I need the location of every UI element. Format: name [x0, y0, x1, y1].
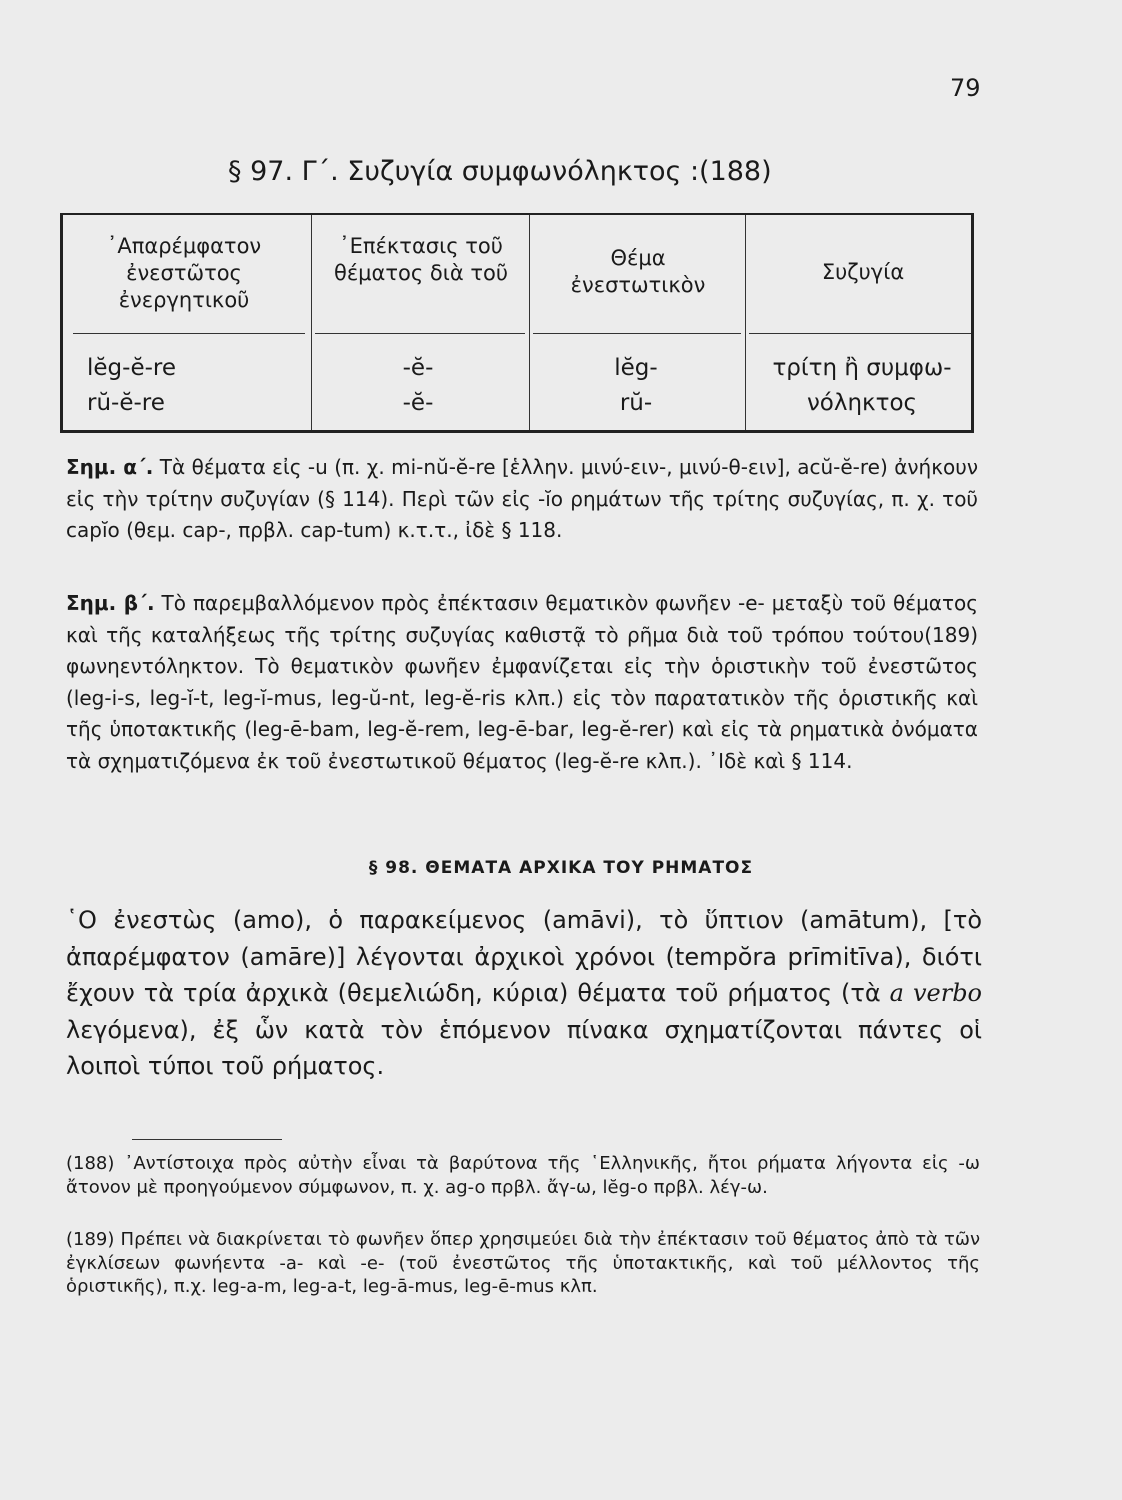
- row2-extension: -ĕ-: [402, 390, 434, 416]
- row1-infinitive: lĕg-ĕ-re: [87, 355, 176, 381]
- note-b-label: Σημ. β΄.: [66, 591, 155, 615]
- footnote-189-ref: (189): [66, 1229, 115, 1250]
- note-a-label: Σημ. α΄.: [66, 455, 154, 479]
- footnote-188: [66, 1152, 980, 1199]
- conjugation-line-1: τρίτη ἢ συμφω-: [772, 355, 952, 381]
- header-extension: ᾿Επέκτασις τοῦ θέματος διὰ τοῦ: [333, 234, 508, 285]
- footnote-ref-188: (188): [699, 156, 772, 187]
- section-97-heading: [228, 156, 772, 187]
- note-a-text: Τὰ θέματα εἰς -u (π. χ. mi-nŭ-ĕ-re [ἑλλην. μινύ-ειν-, μινύ-θ-ειν], acŭ-ĕ-re) ἀνήκουν εἰς τὴν τρίτην συζυγίαν (§ 114). Περὶ τῶν εἰς -ĭo ρημάτων τῆς τρίτης συζυγίας, π. χ. τοῦ capĭo (θεμ. cap-, πρβλ. cap-tum) κ.τ.τ., ἰδὲ § 118.: [66, 455, 978, 542]
- section-98-heading: § 98. ΘΕΜΑΤΑ ΑΡΧΙΚΑ ΤΟΥ ΡΗΜΑΤΟΣ: [368, 858, 754, 878]
- header-infinitive: ᾿Απαρέμφατον ἐνεστῶτος ἐνεργητικοῦ: [106, 234, 262, 312]
- section-98-italic: a verbo: [889, 979, 983, 1007]
- note-b-text-2: φωνηεντόληκτον. Τὸ θεματικὸν φωνῆεν ἐμφανίζεται εἰς τὴν ὁριστικὴν τοῦ ἐνεστῶτος (leg-i-s, leg-ĭ-t, leg-ĭ-mus, leg-ŭ-nt, leg-ĕ-ris κλπ.) εἰς τὸν παρατατικὸν τῆς ὁριστικῆς καὶ τῆς ὑποτακτικῆς (leg-ē-bam, leg-ĕ-rem, leg-ē-bar, leg-ĕ-rer) καὶ εἰς τὰ ρηματικὰ ὀνόματα τὰ σχηματιζόμενα ἐκ τοῦ ἐνεστωτικοῦ θέματος (leg-ĕ-re κλπ.). ᾿Ιδὲ καὶ § 114.: [66, 654, 978, 773]
- section-98-paragraph: [66, 902, 982, 1085]
- footnote-189: [66, 1228, 980, 1299]
- header-conjugation: Συζυγία: [821, 260, 905, 284]
- page-number: 79: [950, 74, 981, 102]
- row2-stem: rŭ-: [619, 390, 653, 416]
- section-98-text-1: ῾Ο ἐνεστὼς (amo), ὁ παρακείμενος (amāvi), τὸ ὕπτιον (amātum), [τὸ ἀπαρέμφατον (amāre)] λέγονται ἀρχικοὶ χρόνοι (tempŏra prīmitīva), διότι ἔχουν τὰ τρία ἀρχικὰ (θεμελιώδη, κύρια) θέματα τοῦ ρήματος (τὰ: [66, 906, 982, 1007]
- footnote-188-ref: (188): [66, 1153, 115, 1174]
- conjugation-table: [60, 213, 974, 433]
- section-97-title: § 97. Γ΄. Συζυγία συμφωνόληκτος :: [228, 156, 700, 187]
- row2-infinitive: rŭ-ĕ-re: [87, 390, 165, 416]
- note-b-text-1: Τὸ παρεμβαλλόμενον πρὸς ἐπέκτασιν θεματικὸν φωνῆεν -e- μεταξὺ τοῦ θέματος καὶ τῆς καταλήξεως τῆς τρίτης συζυγίας καθιστᾷ τὸ ρῆμα διὰ τοῦ τρόπου τούτου: [66, 591, 978, 647]
- note-a: [66, 452, 978, 547]
- section-98-text-2: λεγόμενα), ἐξ ὧν κατὰ τὸν ἑπόμενον πίνακα σχηματίζονται πάντες οἱ λοιποὶ τύποι τοῦ ρήματος.: [66, 1015, 982, 1080]
- footnote-188-text: ᾿Αντίστοιχα πρὸς αὐτὴν εἶναι τὰ βαρύτονα τῆς ῾Ελληνικῆς, ἤτοι ρήματα λήγοντα εἰς -ω ἄτονον μὲ προηγούμενον σύμφωνον, π. χ. ag-o πρβλ. ἄγ-ω, lĕg-o πρβλ. λέγ-ω.: [66, 1153, 980, 1198]
- footnote-divider: [132, 1139, 282, 1140]
- conjugation-line-2: νόληκτος: [806, 390, 918, 416]
- footnote-189-text: Πρέπει νὰ διακρίνεται τὸ φωνῆεν ὅπερ χρησιμεύει διὰ τὴν ἐπέκτασιν τοῦ θέματος ἀπὸ τὰ τῶν ἐγκλίσεων φωνήεντα -a- καὶ -e- (τοῦ ἐνεστῶτος τῆς ὑποτακτικῆς, καὶ τοῦ μέλλοντος τῆς ὁριστικῆς), π.χ. leg-a-m, leg-a-t, leg-ā-mus, leg-ē-mus κλπ.: [66, 1229, 980, 1297]
- row1-stem: lĕg-: [614, 355, 658, 381]
- row1-extension: -ĕ-: [402, 355, 434, 381]
- header-stem: Θέμα ἐνεστωτικὸν: [570, 246, 706, 297]
- note-b: [66, 588, 978, 777]
- footnote-ref-189: (189): [924, 622, 978, 647]
